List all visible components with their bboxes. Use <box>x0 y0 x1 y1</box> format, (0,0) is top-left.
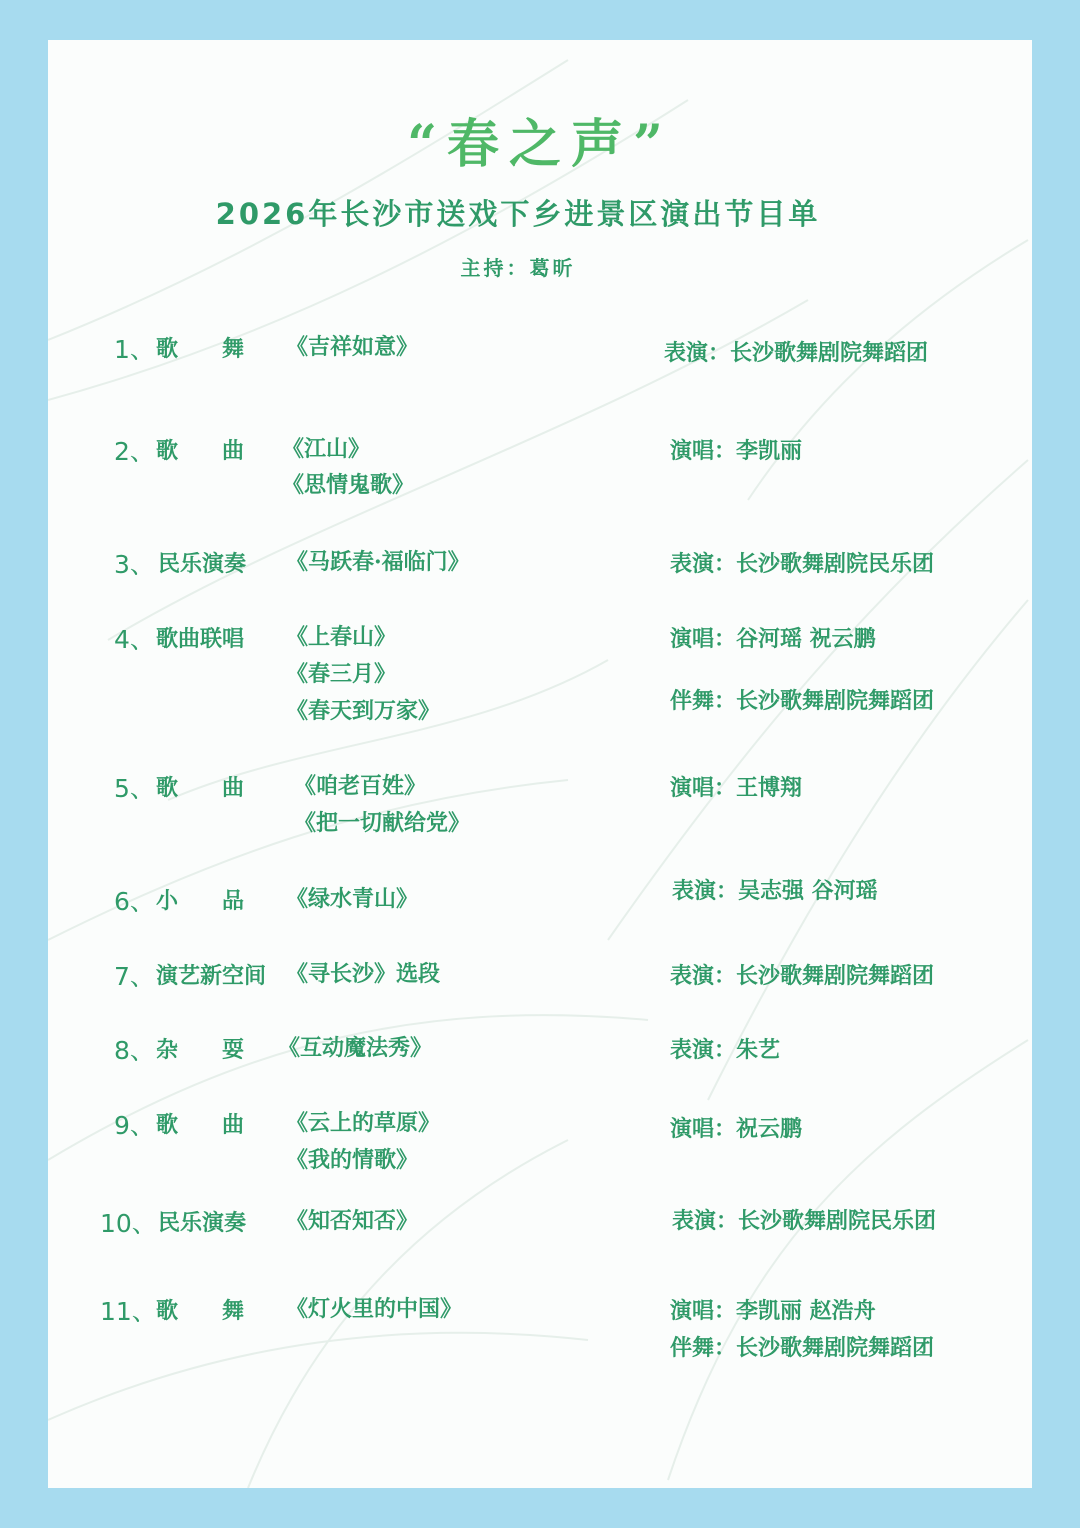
item-4-number: 4、 <box>114 625 155 654</box>
item-11-title-1: 《灯火里的中国》 <box>286 1296 463 1322</box>
program-subtitle: 2026年长沙市送戏下乡进景区演出节目单 <box>215 197 821 231</box>
item-6-category: 小 品 <box>156 888 245 914</box>
item-2-number: 2、 <box>114 437 155 466</box>
item-4-title-1: 《上春山》 <box>286 624 397 650</box>
item-3-title-1: 《马跃春·福临门》 <box>286 549 470 575</box>
item-9-number: 9、 <box>114 1111 155 1140</box>
item-6-number: 6、 <box>114 887 155 916</box>
item-2-title-2: 《思情鬼歌》 <box>282 472 415 498</box>
item-2-title-1: 《江山》 <box>282 436 371 462</box>
item-5-number: 5、 <box>114 774 155 803</box>
item-4-title-2: 《春三月》 <box>286 661 397 687</box>
item-10-title-1: 《知否知否》 <box>286 1208 419 1234</box>
item-10-credit-1: 表演：长沙歌舞剧院民乐团 <box>672 1208 937 1234</box>
item-8-number: 8、 <box>114 1036 155 1065</box>
item-5-title-2: 《把一切献给党》 <box>294 810 471 836</box>
item-1-category: 歌 舞 <box>156 336 245 362</box>
event-title: “春之声” <box>407 114 673 175</box>
item-9-credit-1: 演唱：祝云鹏 <box>670 1116 803 1142</box>
item-8-credit-1: 表演：朱艺 <box>670 1037 781 1063</box>
item-11-credit-1: 演唱：李凯丽 赵浩舟 <box>670 1298 876 1324</box>
item-4-credit-2: 伴舞：长沙歌舞剧院舞蹈团 <box>670 688 935 714</box>
item-3-credit-1: 表演：长沙歌舞剧院民乐团 <box>670 551 935 577</box>
item-1-number: 1、 <box>114 335 155 364</box>
item-1-credit-1: 表演：长沙歌舞剧院舞蹈团 <box>664 340 929 366</box>
item-6-title-1: 《绿水青山》 <box>286 886 419 912</box>
item-7-category: 演艺新空间 <box>156 963 267 989</box>
item-8-category: 杂 耍 <box>156 1037 245 1063</box>
item-1-title-1: 《吉祥如意》 <box>286 334 419 360</box>
host-line: 主持：葛昕 <box>460 256 576 280</box>
item-11-category: 歌 舞 <box>156 1298 245 1324</box>
item-2-category: 歌 曲 <box>156 438 245 464</box>
item-5-title-1: 《咱老百姓》 <box>294 773 427 799</box>
item-9-title-2: 《我的情歌》 <box>286 1147 419 1173</box>
item-9-title-1: 《云上的草原》 <box>286 1110 441 1136</box>
item-3-category: 民乐演奏 <box>158 551 247 577</box>
item-4-credit-1: 演唱：谷河瑶 祝云鹏 <box>670 626 876 652</box>
item-7-title-1: 《寻长沙》选段 <box>286 961 441 987</box>
item-8-title-1: 《互动魔法秀》 <box>278 1035 433 1061</box>
item-11-number: 11、 <box>100 1297 157 1326</box>
item-6-credit-1: 表演：吴志强 谷河瑶 <box>672 878 878 904</box>
item-7-number: 7、 <box>114 962 155 991</box>
item-10-category: 民乐演奏 <box>158 1210 247 1236</box>
item-9-category: 歌 曲 <box>156 1112 245 1138</box>
item-10-number: 10、 <box>100 1209 157 1238</box>
item-5-credit-1: 演唱：王博翔 <box>670 775 803 801</box>
item-5-category: 歌 曲 <box>156 775 245 801</box>
item-11-credit-2: 伴舞：长沙歌舞剧院舞蹈团 <box>670 1335 935 1361</box>
item-3-number: 3、 <box>114 550 155 579</box>
item-4-title-3: 《春天到万家》 <box>286 698 441 724</box>
item-4-category: 歌曲联唱 <box>156 626 245 652</box>
item-7-credit-1: 表演：长沙歌舞剧院舞蹈团 <box>670 963 935 989</box>
program-sheet <box>48 40 1032 1488</box>
item-2-credit-1: 演唱：李凯丽 <box>670 438 803 464</box>
